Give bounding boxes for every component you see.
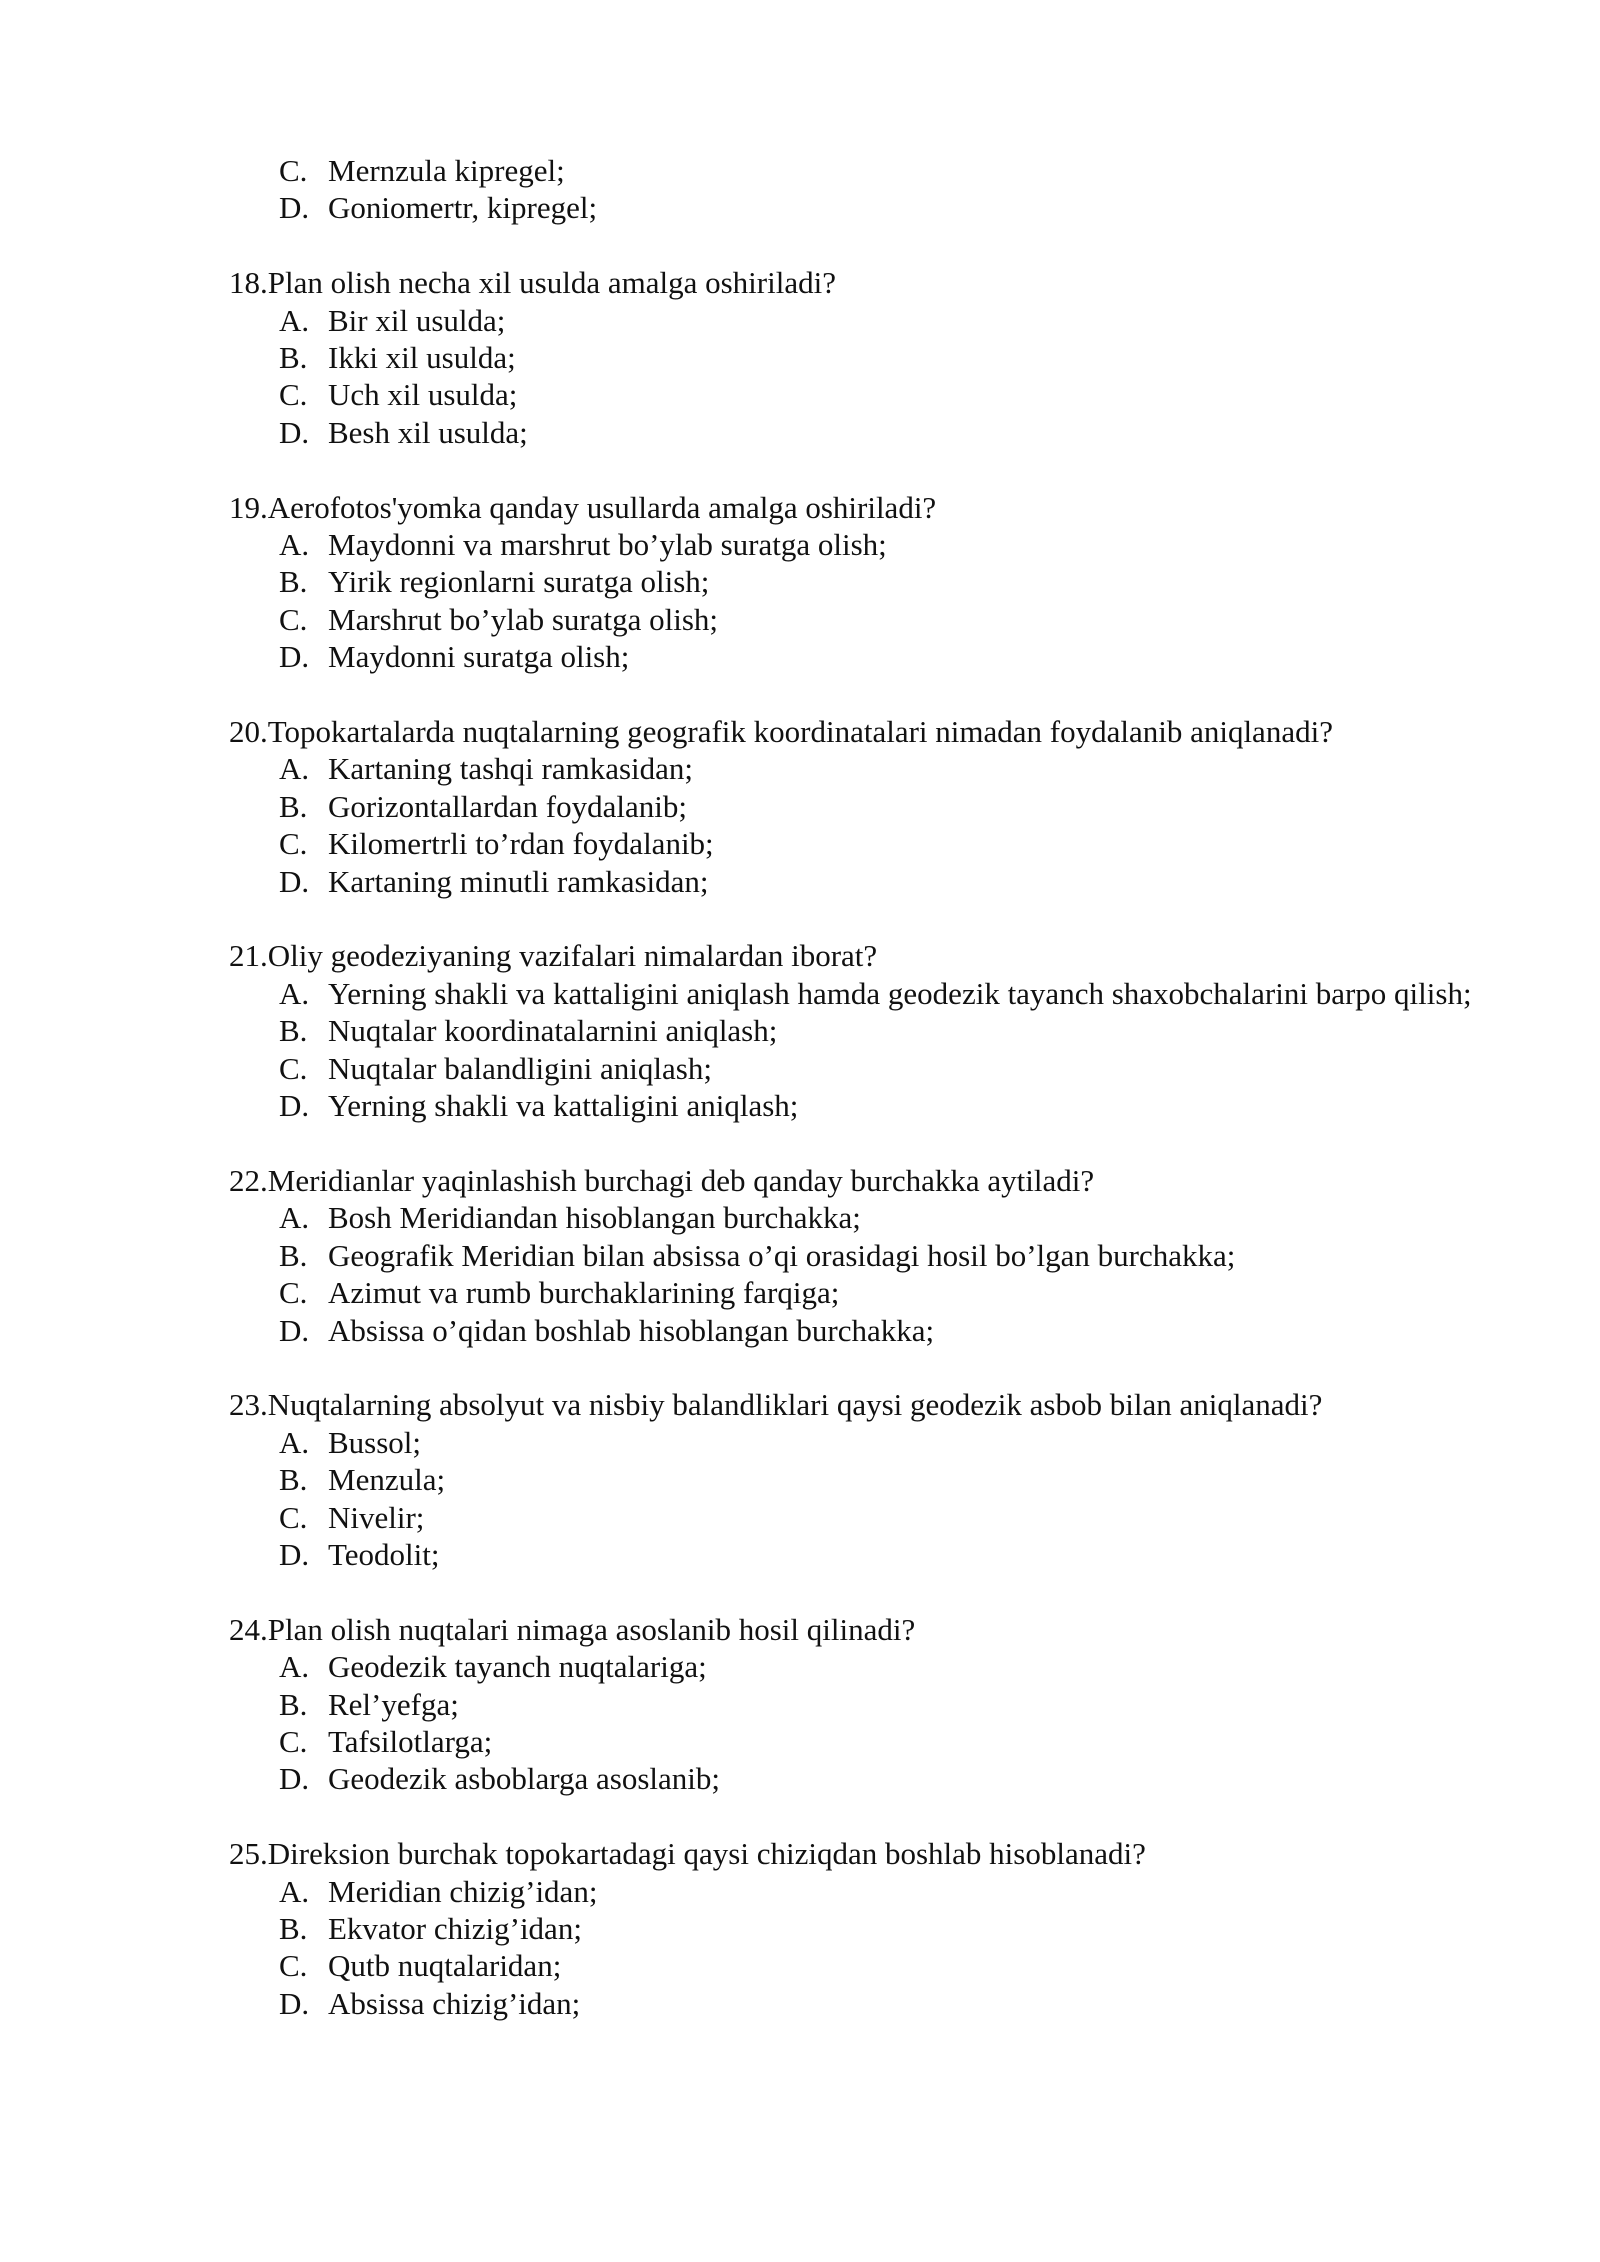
question-number: 23. — [229, 1387, 268, 1423]
question-line — [229, 937, 1489, 974]
answer-option — [279, 975, 1489, 1012]
option-text: Ekvator chizig’idan; — [328, 1910, 582, 1946]
option-letter: C. — [279, 601, 308, 637]
question-line — [229, 489, 1489, 526]
option-letter: D. — [279, 414, 310, 450]
option-text: Marshrut bo’ylab suratga olish; — [328, 601, 719, 637]
option-letter: C. — [279, 377, 308, 413]
option-letter: D. — [279, 639, 310, 675]
option-list — [229, 152, 1489, 227]
option-letter: B. — [279, 1686, 308, 1722]
option-letter: B. — [279, 1462, 308, 1498]
option-text: Absissa chizig’idan; — [328, 1985, 581, 2021]
answer-option — [279, 339, 1489, 376]
answer-option — [279, 1050, 1489, 1087]
option-text: Kartaning minutli ramkasidan; — [328, 863, 709, 899]
option-letter: B. — [279, 1013, 308, 1049]
question-text: Topokartalarda nuqtalarning geografik koordinatalari nimadan foydalanib aniqlanadi? — [267, 714, 1333, 750]
option-text: Bosh Meridiandan hisoblangan burchakka; — [328, 1200, 861, 1236]
option-text: Gorizontallardan foydalanib; — [328, 788, 687, 824]
question-number: 21. — [229, 938, 268, 974]
option-letter: C. — [279, 153, 308, 188]
option-letter: D. — [279, 1312, 310, 1348]
answer-option — [279, 1760, 1489, 1797]
option-text: Maydonni suratga olish; — [328, 639, 630, 675]
option-text: Mernzula kipregel; — [328, 153, 565, 188]
option-letter: C. — [279, 1948, 308, 1984]
answer-option — [279, 638, 1489, 675]
option-list — [229, 750, 1489, 900]
option-letter: D. — [279, 190, 310, 226]
answer-option — [279, 376, 1489, 413]
option-letter: D. — [279, 1088, 310, 1124]
question-text: Aerofotos'yomka qanday usullarda amalga oshiriladi? — [267, 489, 937, 525]
option-text: Besh xil usulda; — [328, 414, 528, 450]
option-text: Absissa o’qidan boshlab hisoblangan burchakka; — [328, 1312, 935, 1348]
question-block-24 — [229, 1611, 1489, 1798]
question-block-21 — [229, 937, 1489, 1124]
option-letter: C. — [279, 1050, 308, 1086]
question-line — [229, 1386, 1489, 1423]
option-text: Geografik Meridian bilan absissa o’qi orasidagi hosil bo’lgan burchakka; — [328, 1237, 1236, 1273]
answer-option — [279, 1648, 1489, 1685]
question-block-22 — [229, 1162, 1489, 1349]
question-block-25 — [229, 1835, 1489, 2022]
option-letter: C. — [279, 1499, 308, 1535]
option-text: Rel’yefga; — [328, 1686, 459, 1722]
answer-option — [279, 1274, 1489, 1311]
option-text: Yerning shakli va kattaligini aniqlash hamda geodezik tayanch shaxobchalarini barpo qilish; — [328, 975, 1472, 1011]
option-letter: D. — [279, 1536, 310, 1572]
question-number: 22. — [229, 1162, 268, 1198]
answer-option — [279, 825, 1489, 862]
option-text: Teodolit; — [328, 1536, 440, 1572]
answer-option — [279, 1723, 1489, 1760]
answer-option — [279, 1686, 1489, 1723]
option-text: Maydonni va marshrut bo’ylab suratga olish; — [328, 527, 887, 563]
answer-option — [279, 1087, 1489, 1124]
answer-option — [279, 152, 1489, 189]
option-text: Meridian chizig’idan; — [328, 1873, 598, 1909]
continued-question-block — [229, 152, 1489, 227]
answer-option — [279, 1499, 1489, 1536]
option-letter: A. — [279, 751, 310, 787]
answer-option — [279, 1312, 1489, 1349]
answer-option — [279, 1536, 1489, 1573]
option-text: Qutb nuqtalaridan; — [328, 1948, 562, 1984]
answer-option — [279, 189, 1489, 226]
question-text: Plan olish nuqtalari nimaga asoslanib hosil qilinadi? — [267, 1611, 916, 1647]
answer-option — [279, 1199, 1489, 1236]
option-text: Geodezik asboblarga asoslanib; — [328, 1761, 720, 1797]
option-text: Goniomertr, kipregel; — [328, 190, 598, 226]
option-letter: B. — [279, 788, 308, 824]
answer-option — [279, 788, 1489, 825]
answer-option — [279, 302, 1489, 339]
option-text: Kilomertrli to’rdan foydalanib; — [328, 826, 714, 862]
question-line — [229, 1162, 1489, 1199]
option-text: Ikki xil usulda; — [328, 340, 516, 376]
option-text: Tafsilotlarga; — [328, 1723, 493, 1759]
answer-option — [279, 1873, 1489, 1910]
question-block-19 — [229, 489, 1489, 676]
option-letter: D. — [279, 1761, 310, 1797]
option-list — [229, 1199, 1489, 1349]
question-text: Meridianlar yaqinlashish burchagi deb qanday burchakka aytiladi? — [267, 1162, 1095, 1198]
option-letter: A. — [279, 1424, 310, 1460]
option-letter: B. — [279, 564, 308, 600]
option-text: Azimut va rumb burchaklarining farqiga; — [328, 1275, 840, 1311]
question-text: Direksion burchak topokartadagi qaysi chiziqdan boshlab hisoblanadi? — [267, 1836, 1146, 1872]
answer-option — [279, 563, 1489, 600]
question-number: 20. — [229, 714, 268, 750]
answer-option — [279, 750, 1489, 787]
question-text: Nuqtalarning absolyut va nisbiy balandliklari qaysi geodezik asbob bilan aniqlanadi? — [267, 1387, 1323, 1423]
option-text: Yirik regionlarni suratga olish; — [328, 564, 710, 600]
test-questions — [229, 152, 1489, 2060]
question-number: 24. — [229, 1611, 268, 1647]
option-letter: A. — [279, 1873, 310, 1909]
question-block-23 — [229, 1386, 1489, 1573]
option-text: Kartaning tashqi ramkasidan; — [328, 751, 694, 787]
option-text: Nivelir; — [328, 1499, 425, 1535]
option-text: Bussol; — [328, 1424, 422, 1460]
question-text: Plan olish necha xil usulda amalga oshiriladi? — [267, 265, 836, 301]
option-text: Nuqtalar balandligini aniqlash; — [328, 1050, 712, 1086]
option-letter: C. — [279, 826, 308, 862]
answer-option — [279, 1424, 1489, 1461]
answer-option — [279, 526, 1489, 563]
answer-option — [279, 414, 1489, 451]
question-block-18 — [229, 264, 1489, 451]
question-line — [229, 1835, 1489, 1872]
question-number: 18. — [229, 265, 268, 301]
option-letter: B. — [279, 1237, 308, 1273]
option-text: Menzula; — [328, 1462, 446, 1498]
option-text: Bir xil usulda; — [328, 302, 506, 338]
option-letter: D. — [279, 1985, 310, 2021]
option-letter: B. — [279, 340, 308, 376]
option-letter: C. — [279, 1275, 308, 1311]
answer-option — [279, 1461, 1489, 1498]
option-list — [229, 526, 1489, 676]
option-letter: A. — [279, 302, 310, 338]
option-letter: A. — [279, 1200, 310, 1236]
option-text: Nuqtalar koordinatalarnini aniqlash; — [328, 1013, 778, 1049]
question-text: Oliy geodeziyaning vazifalari nimalardan iborat? — [267, 938, 878, 974]
answer-option — [279, 1237, 1489, 1274]
option-list — [229, 1424, 1489, 1574]
option-letter: A. — [279, 975, 310, 1011]
option-letter: B. — [279, 1910, 308, 1946]
option-list — [229, 302, 1489, 452]
question-number: 25. — [229, 1836, 268, 1872]
question-line — [229, 264, 1489, 301]
option-letter: A. — [279, 527, 310, 563]
question-number: 19. — [229, 489, 268, 525]
option-list — [229, 1648, 1489, 1798]
question-line — [229, 1611, 1489, 1648]
option-list — [229, 1873, 1489, 2023]
option-text: Yerning shakli va kattaligini aniqlash; — [328, 1088, 799, 1124]
option-letter: A. — [279, 1649, 310, 1685]
answer-option — [279, 601, 1489, 638]
option-letter: C. — [279, 1723, 308, 1759]
option-letter: D. — [279, 863, 310, 899]
answer-option — [279, 1947, 1489, 1984]
option-text: Geodezik tayanch nuqtalariga; — [328, 1649, 707, 1685]
answer-option — [279, 1012, 1489, 1049]
question-block-20 — [229, 713, 1489, 900]
option-text: Uch xil usulda; — [328, 377, 518, 413]
answer-option — [279, 1910, 1489, 1947]
answer-option — [279, 863, 1489, 900]
option-list — [229, 975, 1489, 1125]
question-line — [229, 713, 1489, 750]
answer-option — [279, 1985, 1489, 2022]
